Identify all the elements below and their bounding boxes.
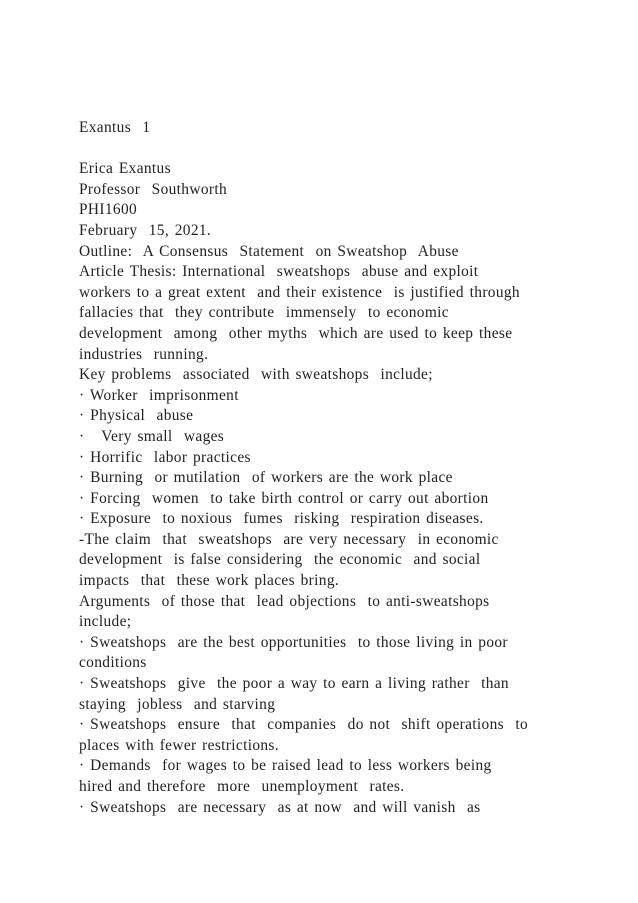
body-line: fallacies that they contribute immensely to economic: [79, 304, 449, 322]
body-line: · Horrific labor practices: [79, 448, 251, 466]
course-code: PHI1600: [79, 201, 138, 219]
body-line: development among other myths which are used to keep these: [79, 324, 513, 342]
professor-name: Professor Southworth: [79, 180, 228, 198]
author-name: Erica Exantus: [79, 160, 171, 178]
body-line: · Demands for wages to be raised lead to less workers being: [79, 757, 492, 775]
body-line: · Sweatshops are necessary as at now and will vanish as: [79, 798, 481, 816]
body-line: Outline: A Consensus Statement on Sweatshop Abuse: [79, 242, 459, 260]
document-date: February 15, 2021.: [79, 221, 212, 239]
body-line: · Very small wages: [79, 427, 225, 445]
body-line: places with fewer restrictions.: [79, 736, 279, 754]
body-line: · Sweatshops are the best opportunities to those living in poor: [79, 633, 508, 651]
body-line: · Sweatshops ensure that companies do not shift operations to: [79, 716, 529, 734]
body-line: · Sweatshops give the poor a way to earn a living rather than: [79, 675, 509, 693]
document-body: [79, 118, 624, 818]
body-line: Article Thesis: International sweatshops abuse and exploit: [79, 263, 479, 281]
body-line: development is false considering the economic and social: [79, 551, 481, 569]
body-line: staying jobless and starving: [79, 695, 276, 713]
body-line: conditions: [79, 654, 147, 672]
body-line: · Worker imprisonment: [79, 386, 239, 404]
body-line: -The claim that sweatshops are very necessary in economic: [79, 530, 499, 548]
blank-line: [79, 139, 624, 160]
body-text: [79, 242, 624, 819]
body-line: Arguments of those that lead objections to anti-sweatshops: [79, 592, 490, 610]
body-line: industries running.: [79, 345, 209, 363]
body-line: · Forcing women to take birth control or carry out abortion: [79, 489, 489, 507]
body-line: Key problems associated with sweatshops include;: [79, 366, 433, 384]
body-line: hired and therefore more unemployment rates.: [79, 778, 405, 795]
body-line: · Burning or mutilation of workers are the work place: [79, 469, 453, 487]
body-line: impacts that these work places bring.: [79, 572, 340, 590]
page-header: Exantus 1: [79, 119, 151, 136]
body-line: · Exposure to noxious fumes risking respiration diseases.: [79, 510, 484, 528]
body-line: · Physical abuse: [79, 407, 194, 425]
body-line: include;: [79, 613, 132, 631]
body-line: workers to a great extent and their existence is justified through: [79, 283, 520, 301]
